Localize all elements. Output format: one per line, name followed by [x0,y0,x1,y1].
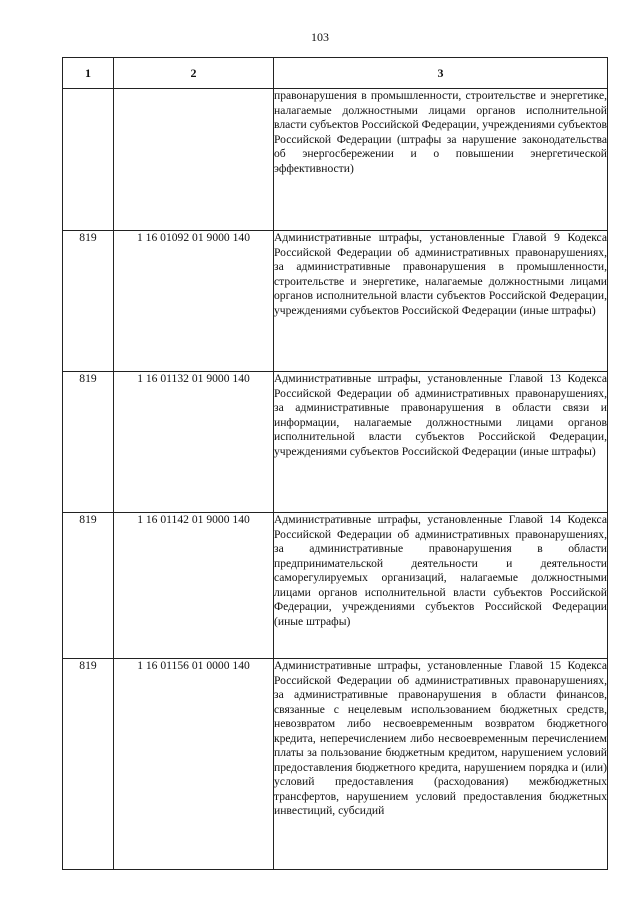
description-cell: правонарушения в промышленности, строительстве и энергетике, налагаемые должностными лицами органов исполнительной власти субъектов Российской Федерации, учреждениями субъектов Российской Федерации (штрафы за нарушение законодательства об энергосбережении и о повышении энергетической эффективности) [274,89,608,231]
table-row [63,513,608,659]
budget-code-cell: 1 16 01092 01 9000 140 [114,231,274,372]
admin-code-cell: 819 [63,372,114,513]
description-cell: Административные штрафы, установленные Главой 13 Кодекса Российской Федерации об административных правонарушениях, за административные правонарушения в области связи и информации, налагаемые должностными лицами органов исполнительной власти субъектов Российской Федерации, учреждениями субъектов Российской Федерации (иные штрафы) [274,372,608,513]
admin-code-cell: 819 [63,231,114,372]
table-row [63,89,608,231]
table-row [63,372,608,513]
budget-code-cell: 1 16 01142 01 9000 140 [114,513,274,659]
column-header-3: 3 [274,58,608,89]
budget-code-cell: 1 16 01156 01 0000 140 [114,659,274,870]
description-cell: Административные штрафы, установленные Главой 9 Кодекса Российской Федерации об административных правонарушениях, за административные правонарушения в промышленности, строительстве и энергетике, налагаемые должностными лицами органов исполнительной власти субъектов Российской Федерации, учреждениями субъектов Российской Федерации (иные штрафы) [274,231,608,372]
admin-code-cell: 819 [63,659,114,870]
admin-code-cell: 819 [63,513,114,659]
budget-code-cell: 1 16 01132 01 9000 140 [114,372,274,513]
page-number: 103 [311,30,329,44]
table-row [63,231,608,372]
description-cell: Административные штрафы, установленные Главой 15 Кодекса Российской Федерации об административных правонарушениях, за административные правонарушения в области финансов, связанные с нецелевым использованием бюджетных средств, невозвратом либо несвоевременным возвратом бюджетного кредита, неперечислением либо несвоевременным перечислением платы за пользование бюджетным кредитом, нарушением условий предоставления бюджетного кредита, нарушением порядка и (или) условий предоставления (расходования) межбюджетных трансфертов, нарушением условий предоставления бюджетных инвестиций, субсидий [274,659,608,870]
column-header-1: 1 [63,58,114,89]
budget-code-table [62,57,608,870]
table-header-row [63,58,608,89]
column-header-2: 2 [114,58,274,89]
table-row [63,659,608,870]
budget-code-cell [114,89,274,231]
admin-code-cell [63,89,114,231]
description-cell: Административные штрафы, установленные Главой 14 Кодекса Российской Федерации об административных правонарушениях, за административные правонарушения в области предпринимательской деятельности и деятельности саморегулируемых организаций, налагаемые должностными лицами органов исполнительной власти субъектов Российской Федерации, учреждениями субъектов Российской Федерации (иные штрафы) [274,513,608,659]
